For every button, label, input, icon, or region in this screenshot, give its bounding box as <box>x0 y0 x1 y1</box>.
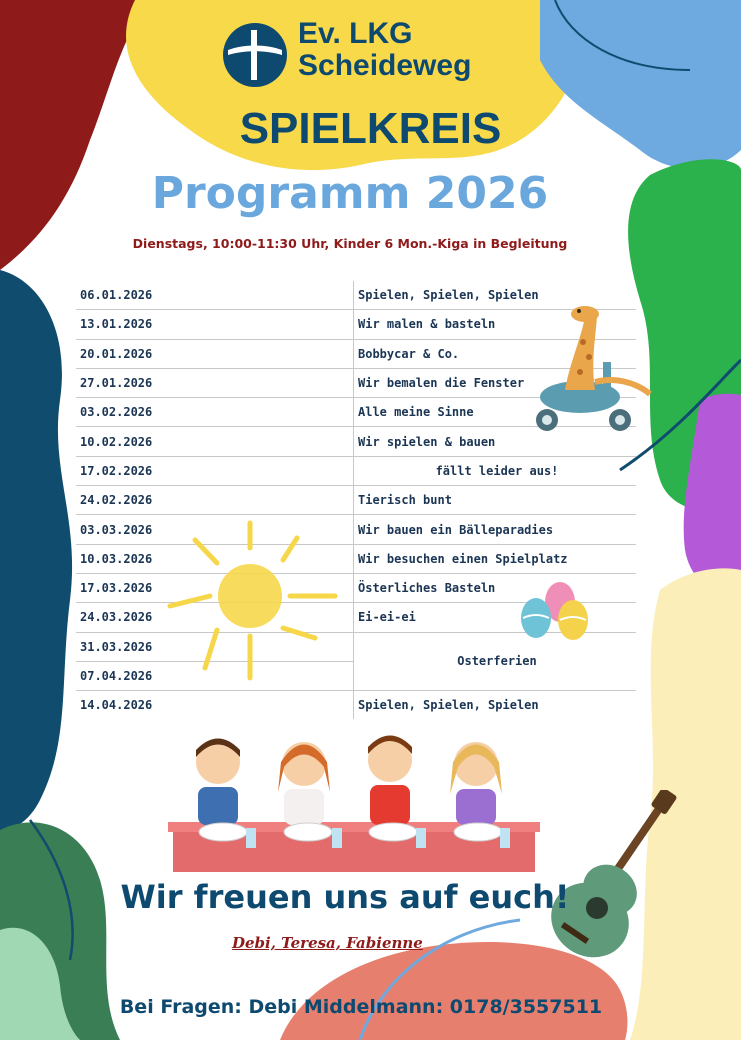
contact-info: Bei Fragen: Debi Middelmann: 0178/3557511 <box>119 996 603 1018</box>
date-cell: 27.01.2026 <box>76 368 354 397</box>
logo-text <box>298 18 471 82</box>
date-cell: 03.02.2026 <box>76 398 354 427</box>
signature: Debi, Teresa, Fabienne <box>232 934 423 952</box>
table-row <box>76 544 636 573</box>
giraffe-scooter-icon <box>525 302 660 442</box>
topic-cell: Wir bemalen die Fenster <box>354 368 637 397</box>
program-subtitle: Programm 2026 <box>151 168 549 219</box>
schedule-info: Dienstags, 10:00-11:30 Uhr, Kinder 6 Mon.-Kiga in Begleitung <box>132 236 568 251</box>
date-cell: 07.04.2026 <box>76 661 354 690</box>
date-cell: 17.02.2026 <box>76 456 354 485</box>
topic-cell: fällt leider aus! <box>354 456 637 485</box>
topic-cell: Osterferien <box>354 632 637 691</box>
date-cell: 17.03.2026 <box>76 573 354 602</box>
topic-cell: Wir bauen ein Bälleparadies <box>354 515 637 544</box>
date-cell: 10.02.2026 <box>76 427 354 456</box>
date-cell: 24.03.2026 <box>76 603 354 632</box>
date-cell: 06.01.2026 <box>76 281 354 310</box>
teal-blob <box>0 270 72 832</box>
page-title: SPIELKREIS <box>239 104 502 153</box>
topic-cell: Österliches Basteln <box>354 573 637 602</box>
date-cell: 03.03.2026 <box>76 515 354 544</box>
date-cell: 20.01.2026 <box>76 339 354 368</box>
topic-cell: Alle meine Sinne <box>354 398 637 427</box>
topic-cell: Spielen, Spielen, Spielen <box>358 698 539 713</box>
table-row <box>76 691 636 720</box>
topic-cell: Tierisch bunt <box>354 486 637 515</box>
date-cell: 14.04.2026 <box>76 691 354 720</box>
sun-icon <box>165 518 345 683</box>
topic-cell: Ei-ei-ei <box>354 603 637 632</box>
closing-headline: Wir freuen uns auf euch! <box>120 878 570 916</box>
topic-cell: Wir besuchen einen Spielplatz <box>354 544 637 573</box>
children-eating-icon <box>168 732 540 882</box>
easter-eggs-icon <box>518 578 593 644</box>
table-row <box>76 515 636 544</box>
logo-line1: Ev. LKG <box>298 17 413 50</box>
date-cell: 10.03.2026 <box>76 544 354 573</box>
date-cell: 31.03.2026 <box>76 632 354 661</box>
logo-line2: Scheideweg <box>298 49 472 82</box>
topic-cell: Wir malen & basteln <box>354 310 637 339</box>
table-row <box>76 456 636 485</box>
topic-cell: Bobbycar & Co. <box>354 339 637 368</box>
date-cell: 13.01.2026 <box>76 310 354 339</box>
topic-cell: Spielen, Spielen, Spielen <box>354 281 637 310</box>
date-cell: 24.02.2026 <box>76 486 354 515</box>
topic-cell: Wir spielen & bauen <box>354 427 637 456</box>
table-row <box>76 486 636 515</box>
cross-logo-icon <box>222 22 288 88</box>
